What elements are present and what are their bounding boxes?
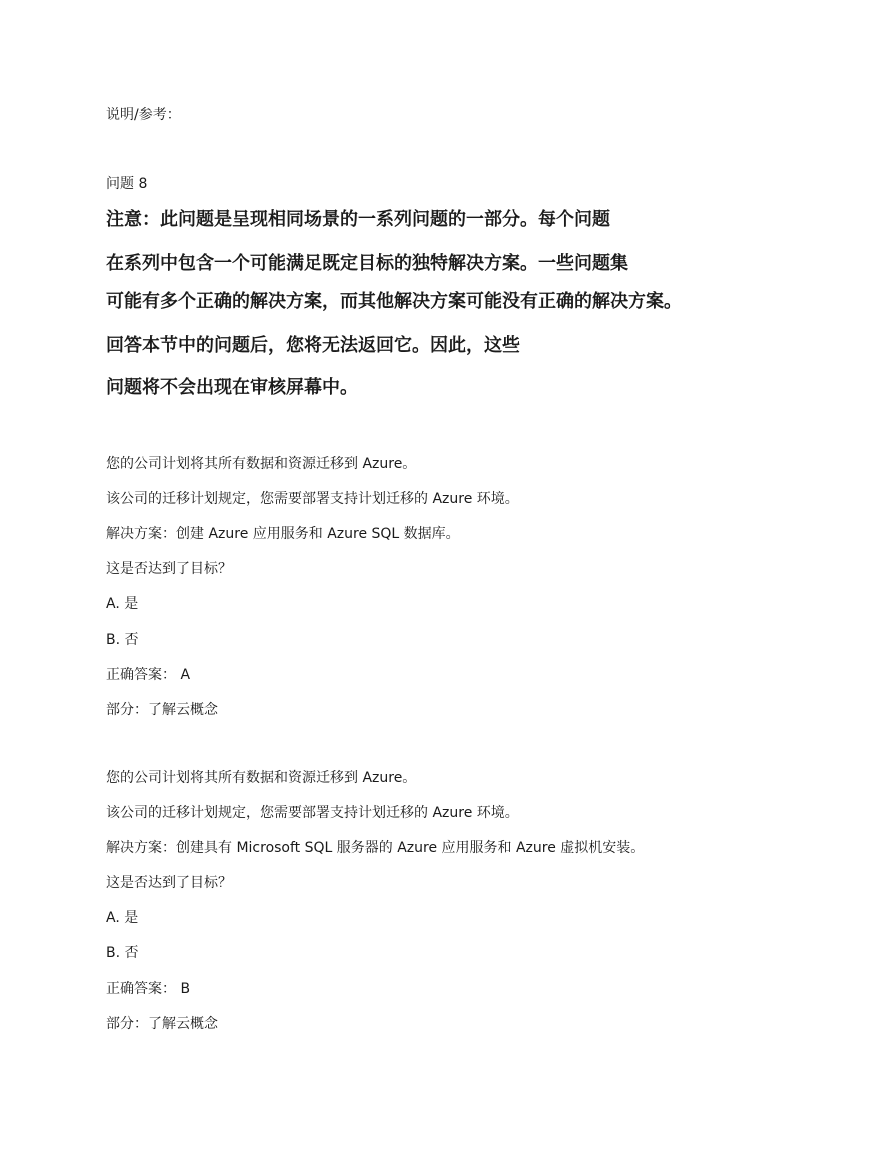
block-1-requirement: 该公司的迁移计划规定，您需要部署支持计划迁移的 Azure 环境。 [106,491,519,507]
block-1-question: 这是否达到了目标？ [106,561,232,577]
block-2-scenario: 您的公司计划将其所有数据和资源迁移到 Azure。 [106,770,417,786]
question-title: 问题 8 [106,176,148,192]
block-1-section: 部分：了解云概念 [106,702,218,718]
notice-line-1: 注意：此问题是呈现相同场景的一系列问题的一部分。每个问题 [106,209,610,230]
reference-label: 说明/参考： [106,107,181,123]
block-2-option-b: B. 否 [106,945,139,961]
notice-line-3: 可能有多个正确的解决方案，而其他解决方案可能没有正确的解决方案。 [106,291,682,312]
block-2-requirement: 该公司的迁移计划规定，您需要部署支持计划迁移的 Azure 环境。 [106,805,519,821]
block-2-section: 部分：了解云概念 [106,1016,218,1032]
block-2-answer: 正确答案： B [106,981,191,997]
notice-line-4: 回答本节中的问题后，您将无法返回它。因此，这些 [106,335,520,356]
notice-line-5: 问题将不会出现在审核屏幕中。 [106,377,358,398]
block-1-option-a: A. 是 [106,596,139,612]
block-2-option-a: A. 是 [106,910,139,926]
block-1-solution: 解决方案：创建 Azure 应用服务和 Azure SQL 数据库。 [106,526,460,542]
block-1-option-b: B. 否 [106,632,139,648]
block-1-answer: 正确答案： A [106,667,191,683]
block-1-scenario: 您的公司计划将其所有数据和资源迁移到 Azure。 [106,456,417,472]
notice-line-2: 在系列中包含一个可能满足既定目标的独特解决方案。一些问题集 [106,253,628,274]
block-2-question: 这是否达到了目标？ [106,875,232,891]
block-2-solution: 解决方案：创建具有 Microsoft SQL 服务器的 Azure 应用服务和 Azure 虚拟机安装。 [106,840,645,856]
